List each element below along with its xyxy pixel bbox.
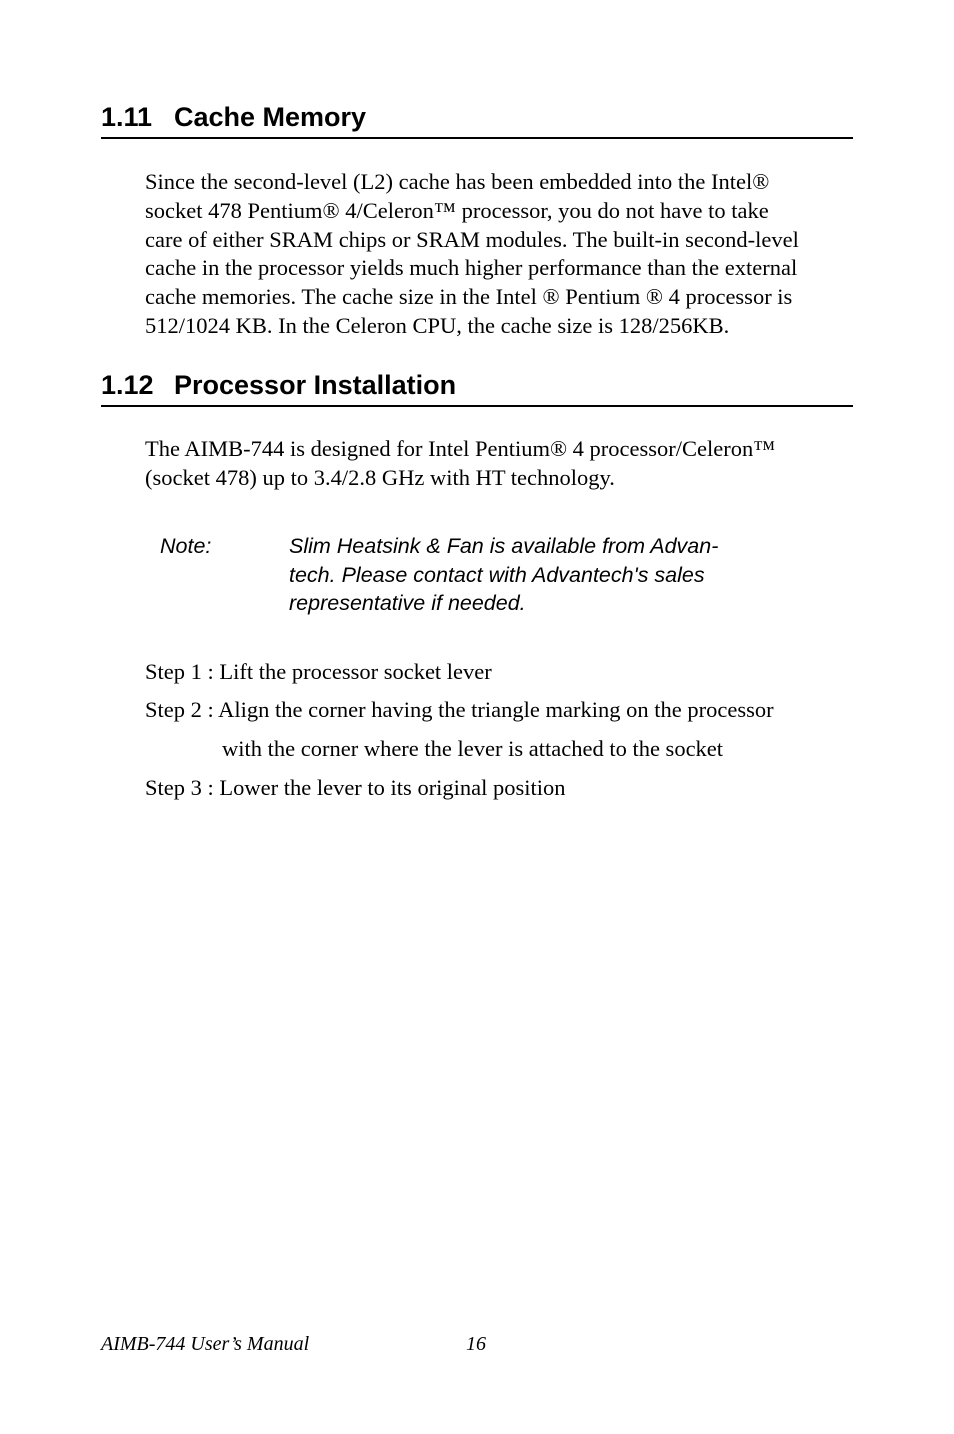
footer-manual-title: AIMB-744 User’s Manual: [101, 1333, 310, 1355]
section-number: 1.11: [101, 102, 153, 132]
section-title: Processor Installation: [174, 370, 457, 400]
footer-page-number: 16: [466, 1333, 486, 1355]
step-1: Step 1 : Lift the processor socket lever: [145, 659, 492, 684]
cache-memory-paragraph: [145, 168, 865, 341]
paragraph-line: socket 478 Pentium® 4/Celeron™ processor, you do not have to take: [145, 197, 769, 223]
paragraph-line: The AIMB-744 is designed for Intel Pentium® 4 processor/Celeron™: [145, 436, 776, 461]
note-label: Note:: [160, 534, 212, 558]
paragraph-line: 512/1024 KB. In the Celeron CPU, the cache size is 128/256KB.: [145, 312, 730, 338]
note-line: tech. Please contact with Advantech's sales: [289, 562, 705, 587]
section-heading-processor-installation: [101, 369, 853, 407]
note-line: representative if needed.: [289, 591, 526, 615]
section-number: 1.12: [101, 370, 154, 400]
paragraph-line: care of either SRAM chips or SRAM modules. The built-in second-level: [145, 226, 799, 252]
note-text: [289, 532, 809, 618]
paragraph-line: cache in the processor yields much higher performance than the external: [145, 255, 798, 281]
step-2-continuation: with the corner where the lever is attached to the socket: [222, 736, 724, 761]
paragraph-line: cache memories. The cache size in the Intel ® Pentium ® 4 processor is: [145, 284, 793, 310]
processor-installation-paragraph: [145, 435, 865, 493]
step-3: Step 3 : Lower the lever to its original position: [145, 775, 566, 800]
note-line: Slim Heatsink & Fan is available from Advan-: [289, 534, 719, 558]
step-2: Step 2 : Align the corner having the triangle marking on the processor: [145, 697, 774, 722]
paragraph-line: (socket 478) up to 3.4/2.8 GHz with HT technology.: [145, 464, 615, 490]
section-heading-cache-memory: [101, 101, 853, 139]
section-title: Cache Memory: [174, 102, 367, 132]
paragraph-line: Since the second-level (L2) cache has been embedded into the Intel®: [145, 169, 770, 194]
